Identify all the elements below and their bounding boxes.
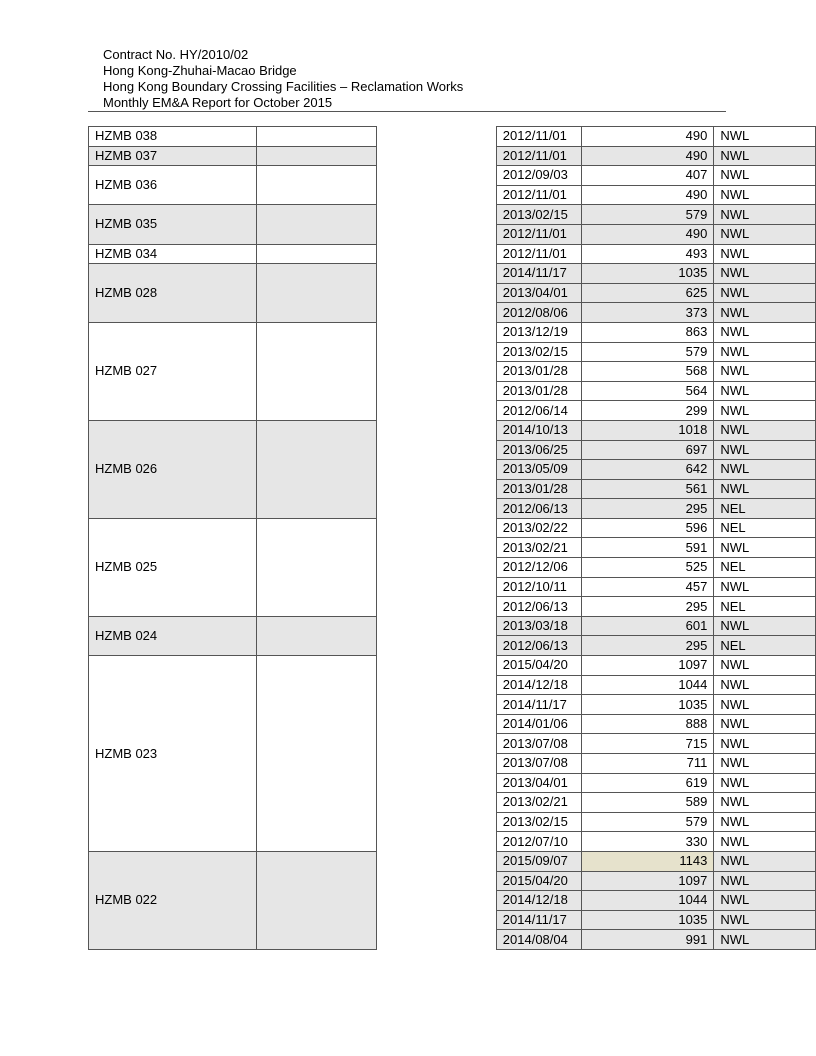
station-id: HZMB 026 — [89, 420, 257, 518]
date-cell: 2012/07/10 — [496, 832, 582, 852]
value-cell: 564 — [582, 381, 714, 401]
value-cell: 1035 — [582, 910, 714, 930]
type-cell: NWL — [714, 851, 816, 871]
date-cell: 2013/07/08 — [496, 734, 582, 754]
project-subtitle: Hong Kong Boundary Crossing Facilities – Reclamation Works — [103, 79, 464, 94]
type-cell: NWL — [714, 224, 816, 244]
type-cell: NWL — [714, 910, 816, 930]
station-id: HZMB 034 — [89, 244, 257, 264]
value-cell: 330 — [582, 832, 714, 852]
value-cell: 295 — [582, 597, 714, 617]
blank-cell — [256, 322, 376, 420]
station-id: HZMB 022 — [89, 851, 257, 949]
station-id: HZMB 038 — [89, 127, 257, 147]
type-cell: NWL — [714, 773, 816, 793]
station-id: HZMB 028 — [89, 264, 257, 323]
date-cell: 2015/04/20 — [496, 871, 582, 891]
date-cell: 2013/02/21 — [496, 538, 582, 558]
date-cell: 2013/01/28 — [496, 362, 582, 382]
value-cell: 642 — [582, 460, 714, 480]
value-cell: 1143 — [582, 851, 714, 871]
contract-number: Contract No. HY/2010/02 — [103, 47, 249, 62]
date-cell: 2013/05/09 — [496, 460, 582, 480]
value-cell: 579 — [582, 205, 714, 225]
value-cell: 490 — [582, 224, 714, 244]
type-cell: NEL — [714, 499, 816, 519]
date-cell: 2012/06/13 — [496, 636, 582, 656]
type-cell: NWL — [714, 322, 816, 342]
date-cell: 2012/11/01 — [496, 224, 582, 244]
value-cell: 457 — [582, 577, 714, 597]
report-header — [103, 47, 463, 111]
date-cell: 2013/04/01 — [496, 283, 582, 303]
value-cell: 589 — [582, 793, 714, 813]
blank-cell — [256, 127, 376, 147]
station-id: HZMB 023 — [89, 656, 257, 852]
type-cell: NWL — [714, 460, 816, 480]
date-cell: 2013/03/18 — [496, 616, 582, 636]
type-cell: NWL — [714, 166, 816, 186]
blank-cell — [256, 420, 376, 518]
date-cell: 2013/06/25 — [496, 440, 582, 460]
date-cell: 2012/11/01 — [496, 127, 582, 147]
type-cell: NWL — [714, 695, 816, 715]
blank-cell — [256, 851, 376, 949]
date-cell: 2013/04/01 — [496, 773, 582, 793]
value-cell: 697 — [582, 440, 714, 460]
date-cell: 2014/01/06 — [496, 714, 582, 734]
blank-cell — [256, 244, 376, 264]
type-cell: NWL — [714, 185, 816, 205]
type-cell: NEL — [714, 636, 816, 656]
date-cell: 2013/02/21 — [496, 793, 582, 813]
station-id: HZMB 037 — [89, 146, 257, 166]
date-cell: 2013/02/22 — [496, 518, 582, 538]
value-cell: 591 — [582, 538, 714, 558]
date-cell: 2012/11/01 — [496, 185, 582, 205]
value-cell: 490 — [582, 146, 714, 166]
value-cell: 1097 — [582, 656, 714, 676]
type-cell: NWL — [714, 616, 816, 636]
date-cell: 2013/01/28 — [496, 479, 582, 499]
blank-cell — [256, 166, 376, 205]
value-cell: 888 — [582, 714, 714, 734]
value-cell: 561 — [582, 479, 714, 499]
value-cell: 579 — [582, 812, 714, 832]
value-cell: 490 — [582, 185, 714, 205]
date-cell: 2014/12/18 — [496, 891, 582, 911]
type-cell: NWL — [714, 205, 816, 225]
type-cell: NWL — [714, 754, 816, 774]
station-id: HZMB 024 — [89, 616, 257, 655]
type-cell: NWL — [714, 342, 816, 362]
type-cell: NWL — [714, 440, 816, 460]
type-cell: NWL — [714, 832, 816, 852]
date-cell: 2012/11/01 — [496, 244, 582, 264]
type-cell: NWL — [714, 734, 816, 754]
value-cell: 1097 — [582, 871, 714, 891]
date-cell: 2015/04/20 — [496, 656, 582, 676]
value-cell: 619 — [582, 773, 714, 793]
date-cell: 2012/09/03 — [496, 166, 582, 186]
type-cell: NWL — [714, 420, 816, 440]
type-cell: NWL — [714, 401, 816, 421]
date-cell: 2012/06/14 — [496, 401, 582, 421]
date-cell: 2012/06/13 — [496, 499, 582, 519]
date-cell: 2013/07/08 — [496, 754, 582, 774]
blank-cell — [256, 656, 376, 852]
value-cell: 490 — [582, 127, 714, 147]
blank-cell — [256, 205, 376, 244]
project-name: Hong Kong-Zhuhai-Macao Bridge — [103, 63, 297, 78]
value-cell: 863 — [582, 322, 714, 342]
type-cell: NWL — [714, 577, 816, 597]
date-cell: 2013/02/15 — [496, 205, 582, 225]
type-cell: NWL — [714, 675, 816, 695]
type-cell: NWL — [714, 264, 816, 284]
value-cell: 1044 — [582, 891, 714, 911]
monitoring-table — [88, 126, 816, 950]
type-cell: NWL — [714, 793, 816, 813]
value-cell: 625 — [582, 283, 714, 303]
value-cell: 493 — [582, 244, 714, 264]
date-cell: 2014/11/17 — [496, 695, 582, 715]
type-cell: NWL — [714, 714, 816, 734]
value-cell: 299 — [582, 401, 714, 421]
date-cell: 2013/02/15 — [496, 812, 582, 832]
type-cell: NWL — [714, 244, 816, 264]
date-cell: 2014/10/13 — [496, 420, 582, 440]
value-cell: 715 — [582, 734, 714, 754]
date-cell: 2012/06/13 — [496, 597, 582, 617]
type-cell: NWL — [714, 127, 816, 147]
type-cell: NWL — [714, 871, 816, 891]
value-cell: 711 — [582, 754, 714, 774]
type-cell: NWL — [714, 538, 816, 558]
blank-cell — [256, 616, 376, 655]
value-cell: 568 — [582, 362, 714, 382]
value-cell: 596 — [582, 518, 714, 538]
value-cell: 991 — [582, 930, 714, 950]
date-cell: 2014/11/17 — [496, 264, 582, 284]
date-cell: 2015/09/07 — [496, 851, 582, 871]
value-cell: 1044 — [582, 675, 714, 695]
value-cell: 295 — [582, 636, 714, 656]
date-cell: 2014/08/04 — [496, 930, 582, 950]
value-cell: 1018 — [582, 420, 714, 440]
station-id: HZMB 025 — [89, 518, 257, 616]
value-cell: 373 — [582, 303, 714, 323]
value-cell: 1035 — [582, 264, 714, 284]
blank-cell — [256, 518, 376, 616]
blank-cell — [256, 264, 376, 323]
date-cell: 2013/02/15 — [496, 342, 582, 362]
type-cell: NWL — [714, 283, 816, 303]
value-cell: 1035 — [582, 695, 714, 715]
value-cell: 407 — [582, 166, 714, 186]
report-title: Monthly EM&A Report for October 2015 — [103, 95, 333, 110]
date-cell: 2013/01/28 — [496, 381, 582, 401]
blank-cell — [256, 146, 376, 166]
date-cell: 2012/10/11 — [496, 577, 582, 597]
date-cell: 2014/12/18 — [496, 675, 582, 695]
value-cell: 295 — [582, 499, 714, 519]
type-cell: NWL — [714, 479, 816, 499]
type-cell: NWL — [714, 362, 816, 382]
type-cell: NEL — [714, 558, 816, 578]
station-id: HZMB 035 — [89, 205, 257, 244]
date-cell: 2012/12/06 — [496, 558, 582, 578]
station-id: HZMB 036 — [89, 166, 257, 205]
station-id: HZMB 027 — [89, 322, 257, 420]
header-divider — [88, 111, 726, 112]
date-cell: 2012/11/01 — [496, 146, 582, 166]
type-cell: NWL — [714, 930, 816, 950]
date-cell: 2012/08/06 — [496, 303, 582, 323]
value-cell: 601 — [582, 616, 714, 636]
type-cell: NEL — [714, 518, 816, 538]
value-cell: 579 — [582, 342, 714, 362]
type-cell: NWL — [714, 812, 816, 832]
type-cell: NWL — [714, 891, 816, 911]
type-cell: NWL — [714, 146, 816, 166]
type-cell: NEL — [714, 597, 816, 617]
type-cell: NWL — [714, 381, 816, 401]
date-cell: 2013/12/19 — [496, 322, 582, 342]
type-cell: NWL — [714, 303, 816, 323]
value-cell: 525 — [582, 558, 714, 578]
table-row — [89, 127, 816, 147]
column-gap — [376, 127, 496, 950]
date-cell: 2014/11/17 — [496, 910, 582, 930]
type-cell: NWL — [714, 656, 816, 676]
